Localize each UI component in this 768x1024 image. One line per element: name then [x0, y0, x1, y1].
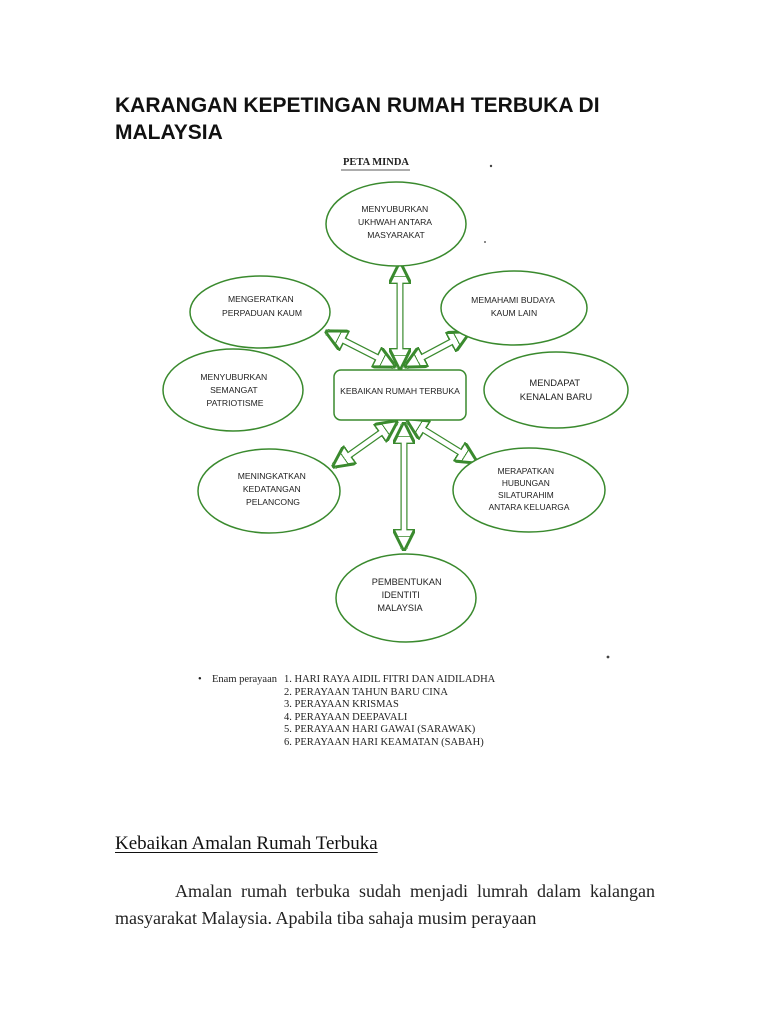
scan-speck [490, 165, 492, 167]
mind-map-node-patriotisme [163, 349, 303, 431]
document-title: KARANGAN KEPETINGAN RUMAH TERBUKA DI MALAYSIA [115, 94, 600, 144]
mind-map-node-silaturahim [453, 448, 605, 532]
section-heading: Kebaikan Amalan Rumah Terbuka [115, 833, 378, 854]
arrow-to-node-lower-left [334, 422, 396, 466]
scan-speck [607, 656, 610, 659]
node-ukhwah-line-3: MASYARAKAT [367, 230, 425, 240]
mind-map-node-pelancong [198, 449, 340, 533]
node-perpaduan-line-2: PERPADUAN KAUM [221, 308, 303, 318]
svg-text:MENYUBURKAN UKHWAH ANTAR [358, 204, 434, 240]
node-patriotisme-line-3: PATRIOTISME [206, 398, 264, 408]
svg-text:MENYUBURKAN SEMANGAT [200, 372, 269, 408]
list-item: 5. PERAYAAN HARI GAWAI (SARAWAK) [284, 724, 476, 736]
node-identiti-line-3: MALAYSIA [377, 603, 423, 613]
node-kenalan-line-1: MENDAPAT [529, 377, 580, 388]
node-ukhwah-line-2: UKHWAH ANTARA [358, 217, 432, 227]
node-budaya-line-1: MEMAHAMI BUDAYA [471, 295, 555, 305]
scan-speck [484, 241, 486, 243]
arrow-to-node-upper-left [327, 332, 394, 366]
node-pelancong-line-2: KEDATANGAN [242, 484, 301, 494]
node-silaturahim-line-2: HUBUNGAN [501, 478, 550, 488]
festival-items [284, 674, 554, 750]
mind-map-center-label: KEBAIKAN RUMAH TERBUKA [340, 386, 460, 396]
node-kenalan-line-2: KENALAN BARU [519, 391, 593, 402]
node-identiti-line-1: PEMBENTUKAN [371, 577, 442, 587]
svg-text:MENINGKATKAN KEDATANGAN [238, 471, 309, 507]
list-item: 2. PERAYAAN TAHUN BARU CINA [284, 686, 448, 698]
festival-list-intro: Enam perayaan [212, 674, 278, 685]
node-ukhwah-line-1: MENYUBURKAN [361, 204, 429, 214]
node-pelancong-line-3: PELANCONG [246, 497, 300, 507]
node-pelancong-line-1: MENINGKATKAN [237, 471, 306, 481]
mind-map-node-kenalan [484, 352, 628, 428]
node-patriotisme-line-2: SEMANGAT [210, 385, 258, 395]
arrow-to-node-upper-right [406, 333, 468, 366]
bullet-icon: • [198, 674, 202, 685]
list-item: 6. PERAYAAN HARI KEAMATAN (SABAH) [284, 736, 484, 748]
mind-map-node-budaya [441, 271, 587, 345]
list-item: 1. HARI RAYA AIDIL FITRI DAN AIDILADHA [284, 674, 496, 685]
node-patriotisme-line-1: MENYUBURKAN [200, 372, 268, 382]
node-budaya-line-2: KAUM LAIN [490, 308, 538, 318]
list-item: 4. PERAYAAN DEEPAVALI [284, 711, 408, 723]
node-silaturahim-line-3: SILATURAHIM [497, 490, 554, 500]
node-silaturahim-line-1: MERAPATKAN [497, 466, 555, 476]
mind-map-node-perpaduan [190, 276, 330, 348]
node-perpaduan-line-1: MENGERATKAN [227, 294, 294, 304]
node-silaturahim-line-4: ANTARA KELUARGA [488, 502, 570, 512]
node-identiti-line-2: IDENTITI [381, 590, 420, 600]
mind-map-diagram [150, 150, 630, 670]
mind-map-center [334, 370, 466, 420]
mind-map-heading: PETA MINDA [342, 157, 410, 168]
mind-map-node-identiti [336, 554, 476, 642]
mind-map-node-ukhwah [326, 182, 466, 266]
body-paragraph: Amalan rumah terbuka sudah menjadi lumrah dalam kalangan masyarakat Malaysia. Apabila tiba sahaja musim perayaan [115, 881, 655, 928]
arrow-to-node-lower-right [408, 420, 476, 462]
list-item: 3. PERAYAAN KRISMAS [284, 699, 399, 711]
